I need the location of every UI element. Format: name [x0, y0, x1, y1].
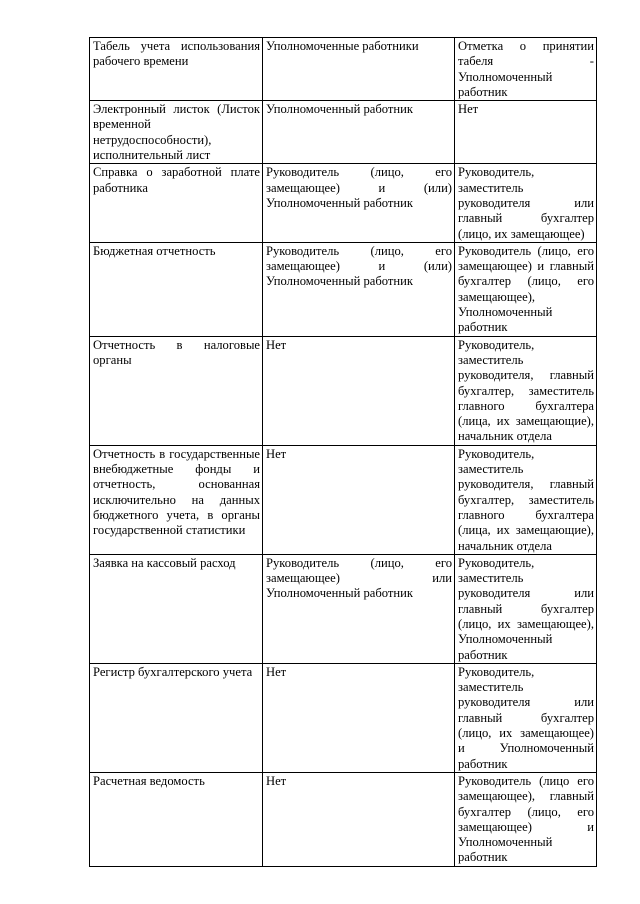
approver-cell: Руководитель, заместитель руководителя или главный бухгалтер (лицо, их замещающее) и Уполномоченный работник [455, 663, 597, 772]
approver-cell: Отметка о принятии табеля - Уполномоченный работник [455, 38, 597, 101]
document-cell: Электронный листок (Листок временной нетрудоспособности), исполнительный лист [90, 101, 263, 164]
signer-cell: Нет [263, 445, 455, 554]
table-row [90, 38, 597, 101]
signer-cell: Руководитель (лицо, его замещающее) или Уполномоченный работник [263, 554, 455, 663]
approver-cell: Руководитель, заместитель руководителя, главный бухгалтер, заместитель главного бухгалтера (лица, их замещающие), начальник отдела [455, 336, 597, 445]
document-cell: Табель учета использования рабочего времени [90, 38, 263, 101]
document-cell: Бюджетная отчетность [90, 242, 263, 336]
table-row [90, 445, 597, 554]
signer-cell: Руководитель (лицо, его замещающее) и (или) Уполномоченный работник [263, 242, 455, 336]
table-row [90, 242, 597, 336]
table-row [90, 336, 597, 445]
document-cell: Отчетность в государственные внебюджетные фонды и отчетность, основанная исключительно на данных бюджетного учета, в органы государственной статистики [90, 445, 263, 554]
approver-cell: Руководитель, заместитель руководителя или главный бухгалтер (лицо, их замещающее), Уполномоченный работник [455, 554, 597, 663]
document-cell: Справка о заработной плате работника [90, 164, 263, 242]
approver-cell: Руководитель (лицо его замещающее), главный бухгалтер (лицо, его замещающее) и Уполномоченный работник [455, 772, 597, 866]
document-cell: Отчетность в налоговые органы [90, 336, 263, 445]
signer-cell: Уполномоченные работники [263, 38, 455, 101]
table-row [90, 554, 597, 663]
table-row [90, 772, 597, 866]
signatures-table [89, 37, 597, 867]
approver-cell: Руководитель (лицо, его замещающее) и главный бухгалтер (лицо, его замещающее), Уполномоченный работник [455, 242, 597, 336]
document-cell: Заявка на кассовый расход [90, 554, 263, 663]
signer-cell: Руководитель (лицо, его замещающее) и (или) Уполномоченный работник [263, 164, 455, 242]
document-cell: Расчетная ведомость [90, 772, 263, 866]
signer-cell: Нет [263, 772, 455, 866]
signer-cell: Уполномоченный работник [263, 101, 455, 164]
approver-cell: Руководитель, заместитель руководителя, главный бухгалтер, заместитель главного бухгалтера (лица, их замещающие), начальник отдела [455, 445, 597, 554]
document-cell: Регистр бухгалтерского учета [90, 663, 263, 772]
approver-cell: Руководитель, заместитель руководителя или главный бухгалтер (лицо, их замещающее) [455, 164, 597, 242]
table-row [90, 663, 597, 772]
table-row [90, 101, 597, 164]
approver-cell: Нет [455, 101, 597, 164]
signer-cell: Нет [263, 663, 455, 772]
table-row [90, 164, 597, 242]
signer-cell: Нет [263, 336, 455, 445]
